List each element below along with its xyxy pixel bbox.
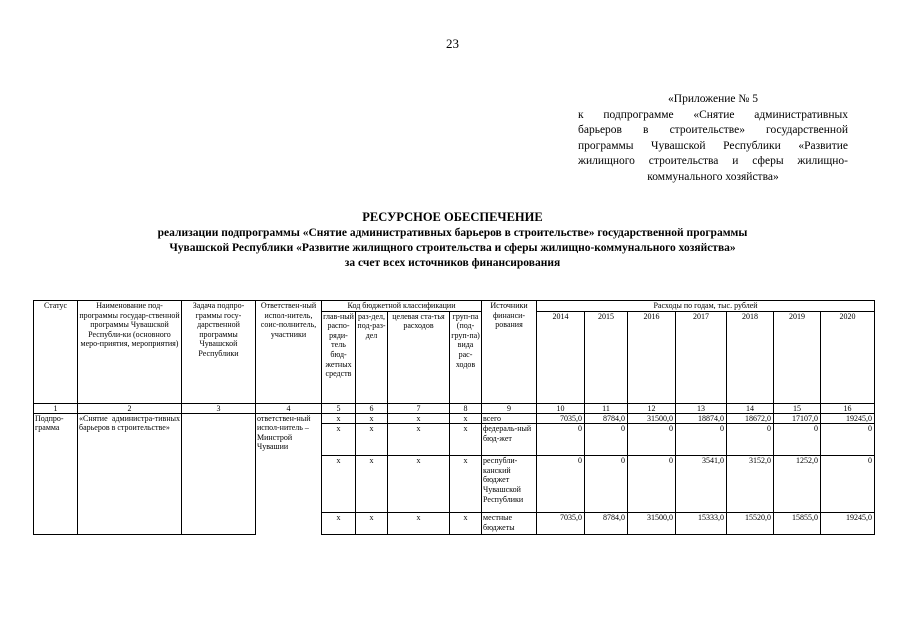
- source-label: федераль-ный бюд-жет: [482, 424, 537, 456]
- value-cell: 15855,0: [774, 513, 821, 535]
- header-expenses: Расходы по годам, тыс. рублей: [537, 301, 875, 312]
- value-cell: 17107,0: [774, 413, 821, 424]
- value-cell: 18672,0: [727, 413, 774, 424]
- column-number: 1: [34, 403, 78, 413]
- header-task: Задача подпро-граммы госу-дарственной программы Чувашской Республики: [182, 301, 256, 404]
- header-year: 2017: [676, 311, 727, 403]
- header-year: 2018: [727, 311, 774, 403]
- value-cell: 3152,0: [727, 456, 774, 513]
- header-responsible: Ответствен-ный испол-нитель, соис-полнитель, участники: [256, 301, 322, 404]
- value-cell: 0: [676, 424, 727, 456]
- code-chief: x: [322, 424, 356, 456]
- value-cell: 31500,0: [628, 513, 676, 535]
- code-group: x: [450, 413, 482, 424]
- header-row: [34, 301, 875, 312]
- appendix-line: к подпрограмме «Снятие административных: [578, 108, 848, 121]
- column-number: 3: [182, 403, 256, 413]
- column-number: 13: [676, 403, 727, 413]
- column-number: 15: [774, 403, 821, 413]
- row-name: «Снятие администра-тивных барьеров в строительстве»: [78, 413, 182, 535]
- value-cell: 7035,0: [537, 413, 585, 424]
- column-number: 16: [821, 403, 875, 413]
- source-label: местные бюджеты: [482, 513, 537, 535]
- table-row: [34, 413, 875, 424]
- header-chief: глав-ный распо-ряди-тель бюд-жетных средств: [322, 311, 356, 403]
- value-cell: 8784,0: [585, 413, 628, 424]
- column-number: 4: [256, 403, 322, 413]
- header-sources: Источники финанси-рования: [482, 301, 537, 404]
- value-cell: 7035,0: [537, 513, 585, 535]
- appendix-line: барьеров в строительстве» государственной: [578, 124, 848, 136]
- value-cell: 0: [537, 456, 585, 513]
- value-cell: 3541,0: [676, 456, 727, 513]
- appendix-line: программы Чувашской Республики «Развитие: [578, 139, 848, 152]
- row-task: [182, 413, 256, 535]
- header-budget-code: Код бюджетной классификации: [322, 301, 482, 312]
- title-main: РЕСУРСНОЕ ОБЕСПЕЧЕНИЕ: [362, 210, 543, 224]
- value-cell: 0: [821, 456, 875, 513]
- column-number: 9: [482, 403, 537, 413]
- value-cell: 1252,0: [774, 456, 821, 513]
- value-cell: 0: [537, 424, 585, 456]
- value-cell: 0: [727, 424, 774, 456]
- title-line: реализации подпрограммы «Снятие административных барьеров в строительстве» государственной программы: [157, 227, 748, 239]
- column-number: 12: [628, 403, 676, 413]
- code-chief: x: [322, 413, 356, 424]
- header-year: 2014: [537, 311, 585, 403]
- code-group: x: [450, 513, 482, 535]
- value-cell: 0: [774, 424, 821, 456]
- value-cell: 19245,0: [821, 413, 875, 424]
- code-section: x: [356, 413, 388, 424]
- appendix-line: коммунального хозяйства»: [647, 170, 779, 183]
- title-line: Чувашской Республики «Развитие жилищного строительства и сферы жилищно-коммунального хозяйства»: [169, 242, 736, 254]
- code-target: x: [388, 424, 450, 456]
- resource-table: [33, 300, 875, 535]
- row-responsible: ответствен-ный испол-нитель – Минстрой Чувашии: [256, 413, 322, 535]
- value-cell: 0: [821, 424, 875, 456]
- column-number: 10: [537, 403, 585, 413]
- column-number: 7: [388, 403, 450, 413]
- appendix-line: «Приложение № 5: [668, 93, 758, 105]
- header-group: груп-па (под-груп-па) вида рас-ходов: [450, 311, 482, 403]
- column-number: 6: [356, 403, 388, 413]
- code-section: x: [356, 456, 388, 513]
- value-cell: 0: [628, 424, 676, 456]
- source-label: республи-канский бюджет Чувашской Республики: [482, 456, 537, 513]
- appendix-line: жилищного строительства и сферы жилищно-: [578, 155, 848, 167]
- column-number-row: [34, 403, 875, 413]
- value-cell: 0: [585, 424, 628, 456]
- value-cell: 0: [585, 456, 628, 513]
- header-year: 2019: [774, 311, 821, 403]
- code-group: x: [450, 456, 482, 513]
- code-target: x: [388, 413, 450, 424]
- header-year: 2016: [628, 311, 676, 403]
- header-name: Наименование под-программы государ-ственной программы Чувашской Республи-ки (основного меро-приятия, мероприятия): [78, 301, 182, 404]
- page-number: 23: [446, 36, 459, 51]
- code-target: x: [388, 513, 450, 535]
- column-number: 14: [727, 403, 774, 413]
- header-target: целевая ста-тья расходов: [388, 311, 450, 403]
- code-group: x: [450, 424, 482, 456]
- value-cell: 19245,0: [821, 513, 875, 535]
- header-year: 2015: [585, 311, 628, 403]
- row-status: Подпро-грамма: [34, 413, 78, 535]
- header-section: раз-дел, под-раз-дел: [356, 311, 388, 403]
- value-cell: 18874,0: [676, 413, 727, 424]
- document-title: [0, 210, 905, 271]
- code-chief: x: [322, 456, 356, 513]
- value-cell: 0: [628, 456, 676, 513]
- column-number: 2: [78, 403, 182, 413]
- header-status: Статус: [34, 301, 78, 404]
- code-chief: x: [322, 513, 356, 535]
- header-year: 2020: [821, 311, 875, 403]
- column-number: 11: [585, 403, 628, 413]
- column-number: 5: [322, 403, 356, 413]
- value-cell: 8784,0: [585, 513, 628, 535]
- column-number: 8: [450, 403, 482, 413]
- code-target: x: [388, 456, 450, 513]
- code-section: x: [356, 513, 388, 535]
- title-line: за счет всех источников финансирования: [344, 257, 561, 269]
- source-label: всего: [482, 413, 537, 424]
- value-cell: 31500,0: [628, 413, 676, 424]
- appendix-note: [578, 92, 848, 185]
- code-section: x: [356, 424, 388, 456]
- value-cell: 15520,0: [727, 513, 774, 535]
- value-cell: 15333,0: [676, 513, 727, 535]
